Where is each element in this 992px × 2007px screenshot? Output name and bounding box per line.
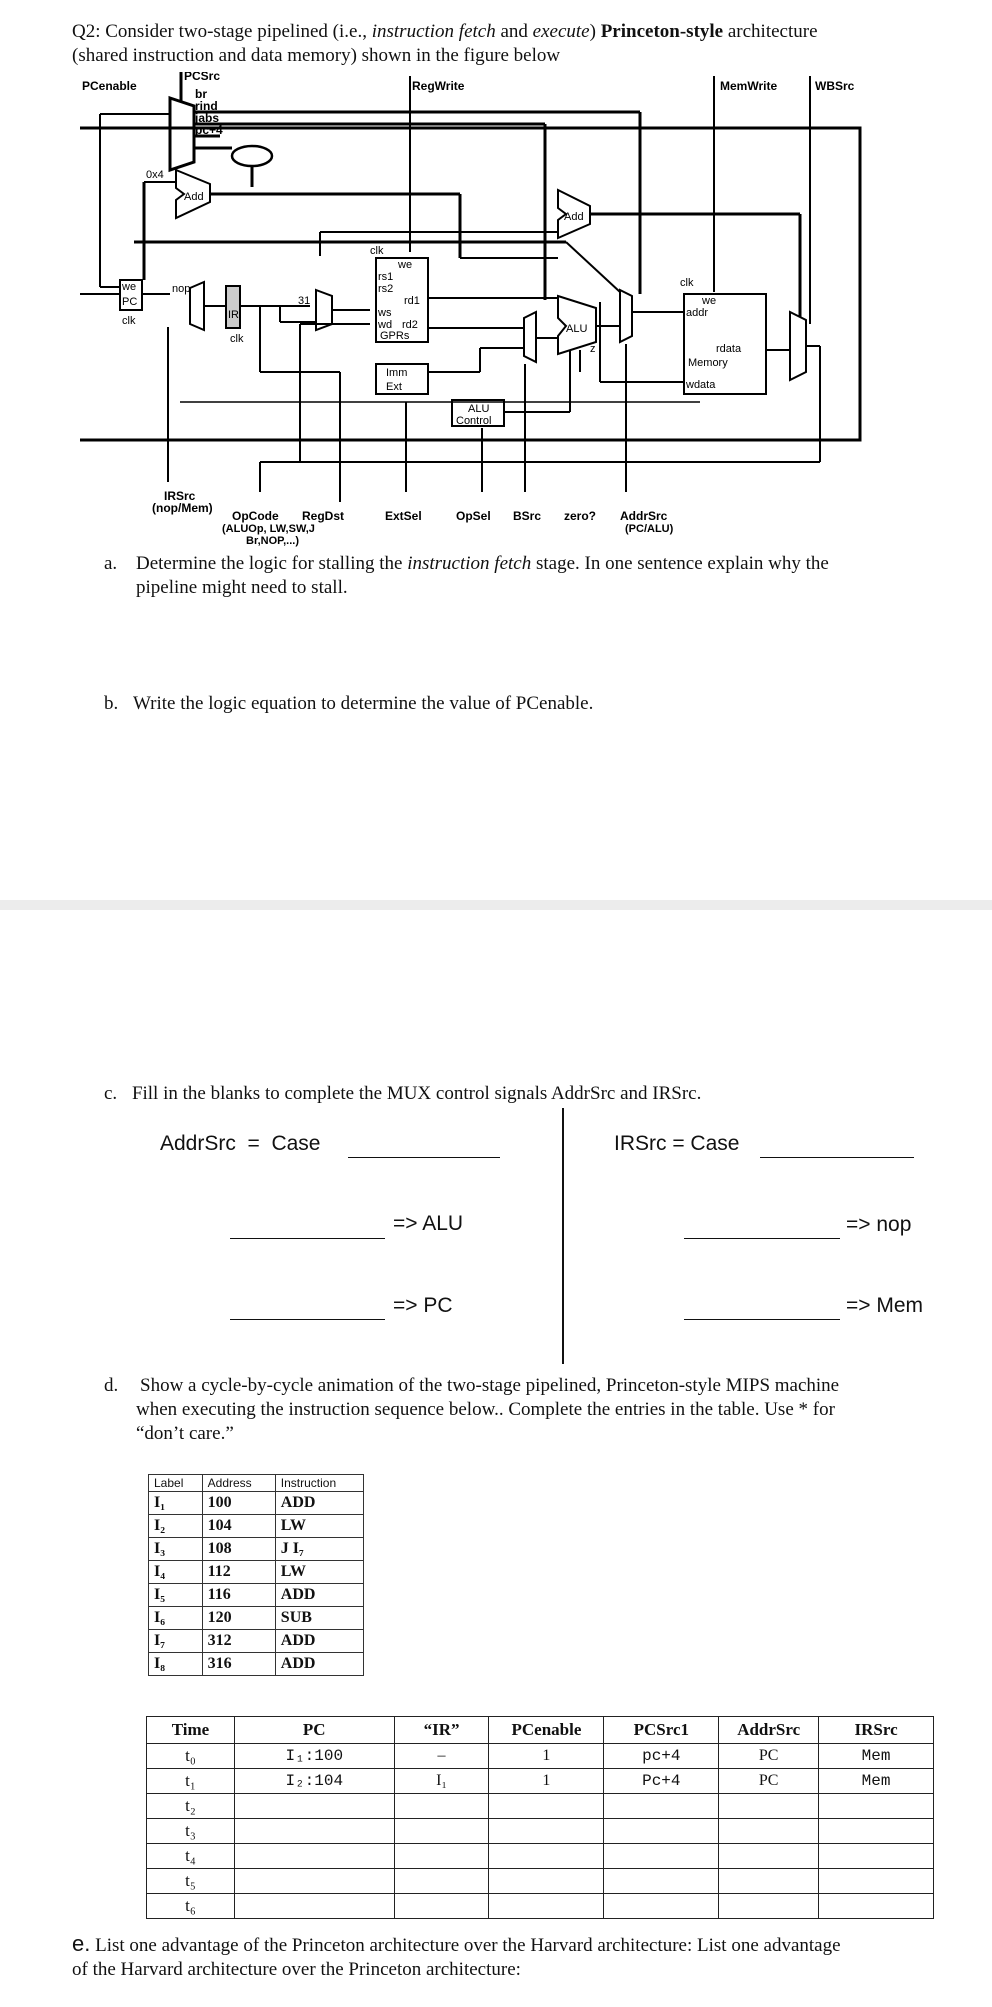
svg-text:GPRs: GPRs: [380, 330, 410, 342]
label-regwrite: RegWrite: [412, 79, 465, 93]
part-c: c. Fill in the blanks to complete the MUX control signals AddrSrc and IRSrc.: [104, 1083, 702, 1104]
timeline-cell-time: t₁: [147, 1769, 235, 1794]
timeline-cell-addrsrc[interactable]: [719, 1869, 819, 1894]
svg-text:(ALUOp, LW,SW,J: (ALUOp, LW,SW,J: [222, 523, 315, 535]
timeline-row: [147, 1744, 934, 1769]
svg-text:rd1: rd1: [404, 295, 420, 307]
svg-text:rdata: rdata: [716, 343, 742, 355]
timeline-cell-pc[interactable]: [234, 1894, 394, 1919]
instruction-row: [149, 1584, 364, 1607]
timeline-cell-addrsrc[interactable]: PC: [719, 1769, 819, 1794]
timeline-cell-pcsrc1[interactable]: [604, 1869, 719, 1894]
part-b: b. Write the logic equation to determine the value of PCenable.: [104, 693, 594, 714]
svg-text:clk: clk: [370, 245, 384, 257]
instruction-row: [149, 1653, 364, 1676]
timeline-cell-ir[interactable]: [394, 1844, 489, 1869]
svg-text:rs2: rs2: [378, 283, 394, 295]
instruction-label: I₈: [149, 1653, 203, 1676]
timeline-cell-pcsrc1[interactable]: [604, 1844, 719, 1869]
svg-text:ExtSel: ExtSel: [385, 509, 422, 523]
instruction-row: [149, 1515, 364, 1538]
svg-text:ALU: ALU: [468, 403, 490, 415]
instruction-op: ADD: [275, 1492, 363, 1515]
timeline-cell-addrsrc[interactable]: [719, 1894, 819, 1919]
timeline-cell-pc[interactable]: [234, 1869, 394, 1894]
svg-text:clk: clk: [230, 333, 244, 345]
svg-text:0x4: 0x4: [146, 169, 164, 181]
svg-text:addr: addr: [686, 307, 709, 319]
timeline-cell-ir[interactable]: I₁: [394, 1769, 489, 1794]
instruction-table-header: Label Address Instruction: [149, 1475, 364, 1492]
timeline-cell-pcenable[interactable]: 1: [489, 1744, 604, 1769]
timeline-cell-pcsrc1[interactable]: [604, 1794, 719, 1819]
instruction-op: SUB: [275, 1607, 363, 1630]
timeline-cell-pcsrc1[interactable]: pc+4: [604, 1744, 719, 1769]
addrsrc-pc-label: => PC: [393, 1294, 453, 1317]
timeline-cell-pcsrc1[interactable]: [604, 1894, 719, 1919]
timeline-cell-pcenable[interactable]: [489, 1894, 604, 1919]
svg-text:BSrc: BSrc: [513, 509, 542, 523]
svg-text:jabs: jabs: [195, 111, 220, 125]
timeline-cell-ir[interactable]: [394, 1894, 489, 1919]
timeline-row: [147, 1869, 934, 1894]
timeline-row: [147, 1769, 934, 1794]
timeline-cell-pc[interactable]: [234, 1844, 394, 1869]
instruction-label: I₅: [149, 1584, 203, 1607]
timeline-cell-ir[interactable]: [394, 1794, 489, 1819]
part-d: d. Show a cycle-by-cycle animation of the two-stage pipelined, Princeton-style MIPS machine when executing the instruction sequence below.. Complete the entries in the table. Use * for “don’t care.”: [104, 1375, 840, 1444]
svg-text:AddrSrc: AddrSrc: [620, 509, 668, 523]
svg-text:RegDst: RegDst: [302, 509, 345, 523]
timeline-cell-addrsrc[interactable]: [719, 1794, 819, 1819]
timeline-cell-pcenable[interactable]: 1: [489, 1769, 604, 1794]
instruction-label: I₇: [149, 1630, 203, 1653]
timeline-table-header: Time PC “IR” PCenable PCSrc1 AddrSrc IRSrc: [147, 1717, 934, 1744]
label-wbsrc: WBSrc: [815, 79, 855, 93]
svg-text:Br,NOP,...): Br,NOP,...): [246, 535, 299, 547]
timeline-cell-pcenable[interactable]: [489, 1844, 604, 1869]
svg-text:z: z: [590, 343, 596, 355]
instruction-address: 104: [202, 1515, 275, 1538]
svg-text:31: 31: [298, 295, 311, 307]
svg-text:ALU: ALU: [566, 323, 588, 335]
irsrc-nop-label: => nop: [846, 1213, 912, 1236]
addrsrc-case-blank[interactable]: [348, 1157, 500, 1158]
instruction-label: I₄: [149, 1561, 203, 1584]
irsrc-nop-blank[interactable]: [684, 1238, 840, 1239]
svg-text:PC: PC: [122, 296, 138, 308]
svg-text:wd: wd: [378, 319, 393, 331]
timeline-cell-time: t₀: [147, 1744, 235, 1769]
instruction-label: I₁: [149, 1492, 203, 1515]
svg-text:Imm: Imm: [386, 367, 408, 379]
svg-text:nop: nop: [172, 283, 191, 295]
svg-text:wdata: wdata: [686, 379, 716, 391]
svg-text:(PC/ALU): (PC/ALU): [625, 523, 674, 535]
instruction-address: 316: [202, 1653, 275, 1676]
label-pcenable: PCenable: [82, 79, 137, 93]
svg-text:Control: Control: [456, 415, 492, 427]
timeline-table: [146, 1716, 934, 1919]
pipeline-datapath-diagram: [80, 72, 880, 552]
svg-text:ws: ws: [378, 307, 392, 319]
timeline-cell-irsrc[interactable]: [819, 1819, 934, 1844]
timeline-cell-time: t₅: [147, 1869, 235, 1894]
part-c-divider: [562, 1108, 564, 1364]
svg-text:OpCode: OpCode: [232, 509, 279, 523]
label-memwrite: MemWrite: [720, 79, 778, 93]
svg-text:zero?: zero?: [564, 509, 597, 523]
timeline-cell-ir[interactable]: [394, 1869, 489, 1894]
svg-text:(nop/Mem): (nop/Mem): [152, 501, 213, 515]
instruction-table: [148, 1474, 364, 1676]
svg-text:br: br: [195, 87, 207, 101]
svg-text:we: we: [702, 295, 717, 307]
svg-text:pc+4: pc+4: [195, 123, 223, 137]
timeline-cell-addrsrc[interactable]: [719, 1819, 819, 1844]
timeline-cell-time: t₆: [147, 1894, 235, 1919]
instruction-row: [149, 1607, 364, 1630]
timeline-cell-pcenable[interactable]: [489, 1794, 604, 1819]
irsrc-mem-blank[interactable]: [684, 1319, 840, 1320]
timeline-cell-irsrc[interactable]: [819, 1794, 934, 1819]
addrsrc-alu-label: => ALU: [393, 1212, 464, 1235]
timeline-cell-pc[interactable]: I₁:100: [234, 1744, 394, 1769]
timeline-cell-ir[interactable]: [394, 1819, 489, 1844]
svg-text:Add: Add: [184, 191, 204, 203]
timeline-cell-irsrc[interactable]: [819, 1869, 934, 1894]
svg-text:Add: Add: [564, 211, 584, 223]
label-pcsrc: PCSrc: [184, 72, 221, 83]
timeline-cell-time: t₄: [147, 1844, 235, 1869]
svg-text:we: we: [122, 281, 137, 293]
instruction-address: 100: [202, 1492, 275, 1515]
svg-text:Ext: Ext: [386, 381, 402, 393]
instruction-op: J I₇: [275, 1538, 363, 1561]
timeline-cell-ir[interactable]: –: [394, 1744, 489, 1769]
instruction-op: ADD: [275, 1584, 363, 1607]
instruction-address: 116: [202, 1584, 275, 1607]
irsrc-mem-label: => Mem: [846, 1294, 924, 1317]
addrsrc-alu-blank[interactable]: [230, 1238, 385, 1239]
timeline-cell-irsrc[interactable]: Mem: [819, 1744, 934, 1769]
question-title: Q2: Consider two-stage pipelined (i.e., instruction fetch and execute) Princeton-style architecture (shared instruction and data memory) shown in the figure below: [72, 21, 818, 66]
instruction-address: 108: [202, 1538, 275, 1561]
svg-text:clk: clk: [122, 315, 136, 327]
svg-text:IR: IR: [228, 309, 239, 321]
irsrc-case-blank[interactable]: [760, 1157, 914, 1158]
timeline-cell-pc[interactable]: [234, 1794, 394, 1819]
instruction-label: I₆: [149, 1607, 203, 1630]
timeline-cell-addrsrc[interactable]: [719, 1844, 819, 1869]
timeline-cell-pc[interactable]: [234, 1819, 394, 1844]
timeline-cell-addrsrc[interactable]: PC: [719, 1744, 819, 1769]
svg-text:rs1: rs1: [378, 271, 394, 283]
instruction-row: [149, 1561, 364, 1584]
timeline-cell-pcsrc1[interactable]: Pc+4: [604, 1769, 719, 1794]
part-a: a. Determine the logic for stalling the instruction fetch stage. In one sentence explain why the pipeline might need to stall.: [104, 553, 829, 598]
addrsrc-case-label: AddrSrc = Case: [160, 1132, 321, 1155]
instruction-op: ADD: [275, 1653, 363, 1676]
instruction-address: 112: [202, 1561, 275, 1584]
part-e: e. List one advantage of the Princeton architecture over the Harvard architecture: List one advantage of the Harvard architecture over the Princeton architecture:: [72, 1931, 841, 1980]
timeline-row: [147, 1819, 934, 1844]
svg-text:IRSrc: IRSrc: [164, 489, 196, 503]
instruction-row: [149, 1492, 364, 1515]
svg-text:we: we: [398, 259, 413, 271]
timeline-cell-pc[interactable]: I₂:104: [234, 1769, 394, 1794]
irsrc-case-label: IRSrc = Case: [614, 1132, 740, 1155]
addrsrc-pc-blank[interactable]: [230, 1319, 385, 1320]
svg-text:rind: rind: [195, 99, 218, 113]
timeline-row: [147, 1844, 934, 1869]
timeline-cell-time: t₃: [147, 1819, 235, 1844]
instruction-address: 120: [202, 1607, 275, 1630]
svg-text:Memory: Memory: [688, 357, 728, 369]
timeline-cell-pcenable[interactable]: [489, 1819, 604, 1844]
svg-text:OpSel: OpSel: [456, 509, 491, 523]
instruction-op: ADD: [275, 1630, 363, 1653]
timeline-cell-irsrc[interactable]: [819, 1894, 934, 1919]
instruction-row: [149, 1538, 364, 1561]
timeline-cell-irsrc[interactable]: Mem: [819, 1769, 934, 1794]
svg-text:rd2: rd2: [402, 319, 418, 331]
timeline-row: [147, 1894, 934, 1919]
instruction-op: LW: [275, 1561, 363, 1584]
instruction-address: 312: [202, 1630, 275, 1653]
timeline-row: [147, 1794, 934, 1819]
timeline-cell-pcsrc1[interactable]: [604, 1819, 719, 1844]
instruction-label: I₂: [149, 1515, 203, 1538]
instruction-op: LW: [275, 1515, 363, 1538]
timeline-cell-pcenable[interactable]: [489, 1869, 604, 1894]
instruction-label: I₃: [149, 1538, 203, 1561]
timeline-cell-time: t₂: [147, 1794, 235, 1819]
page-separator: [0, 900, 992, 910]
instruction-row: [149, 1630, 364, 1653]
svg-text:clk: clk: [680, 277, 694, 289]
timeline-cell-irsrc[interactable]: [819, 1844, 934, 1869]
